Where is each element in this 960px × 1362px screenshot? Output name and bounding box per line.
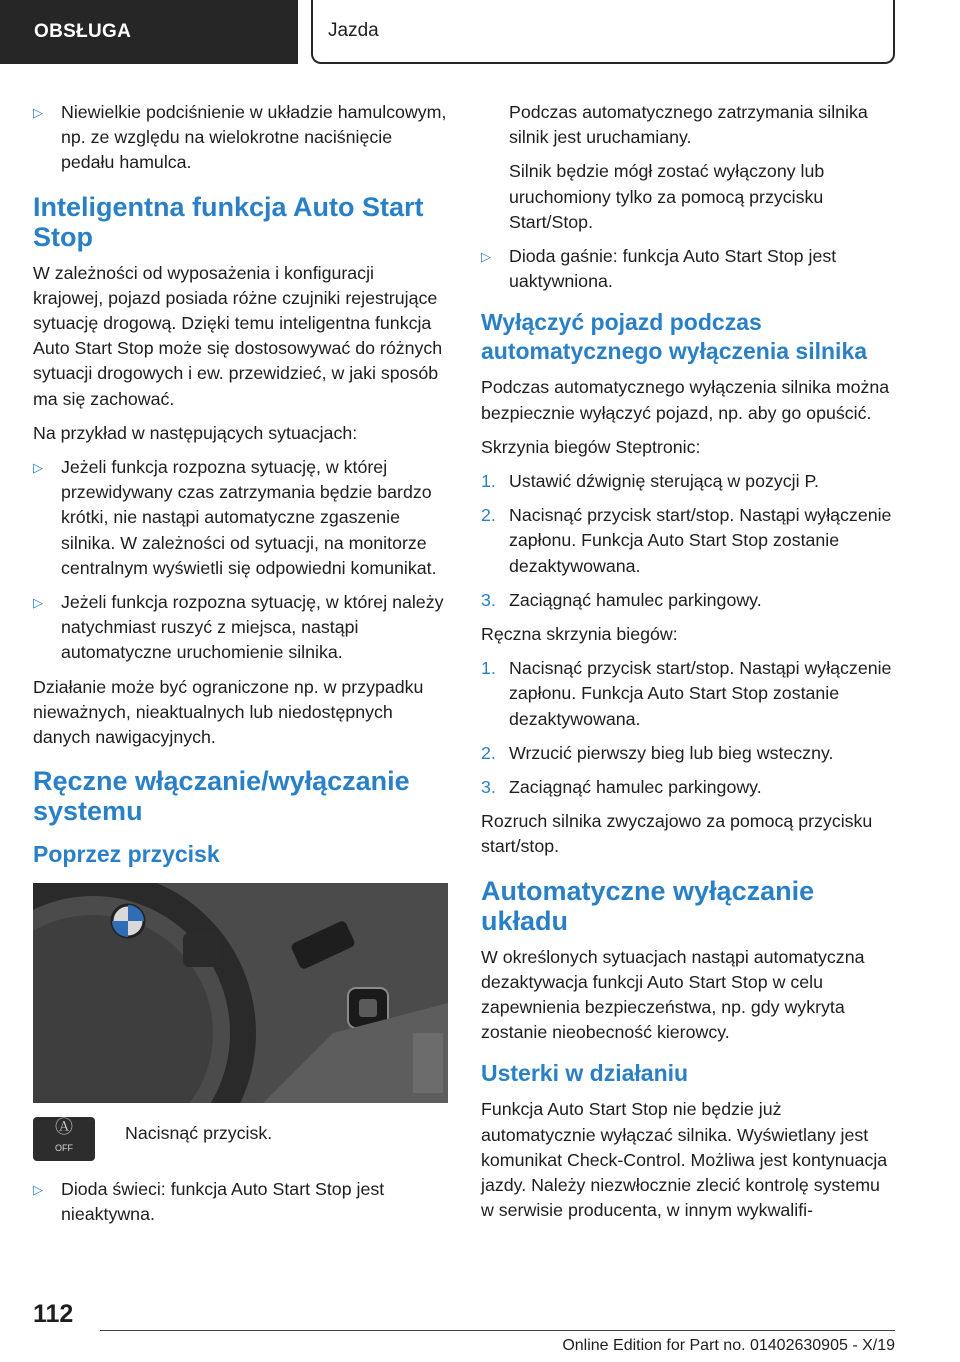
- button-icon-label: OFF: [55, 1142, 73, 1153]
- step-text: Zaciągnąć hamulec parkingowy.: [509, 777, 762, 798]
- subheading-via-button: Poprzez przycisk: [33, 841, 220, 868]
- paragraph: W zależności od wyposażenia i konfiguracji krajowej, pojazd posiada różne czujniki rejestrujące sytuację drogową. Dzięki temu inteligentna funkcja Auto Start Stop może się dostosowywać do różnych sytuacji drogowych i ew. przewidzieć, w jaki sposób ma się zachować.: [33, 262, 443, 409]
- right-column: [481, 100, 896, 1233]
- triangle-bullet-icon: ▷: [33, 1182, 43, 1198]
- bullet-text: Niewielkie podciśnienie w układzie hamulcowym, np. ze względu na wielokrotne naciśnięcie pedału hamulca.: [61, 102, 447, 173]
- step-text: Nacisnąć przycisk start/stop. Nastąpi wyłączenie zapłonu. Funkcja Auto Start Stop zostanie dezaktywowana.: [509, 505, 892, 576]
- triangle-bullet-icon: ▷: [33, 595, 43, 611]
- step-number: 1.: [481, 658, 496, 679]
- step-text: Nacisnąć przycisk start/stop. Nastąpi wyłączenie zapłonu. Funkcja Auto Start Stop zostanie dezaktywowana.: [509, 658, 892, 729]
- paragraph: Ręczna skrzynia biegów:: [481, 624, 678, 645]
- heading-automatic-deactivation: Automatyczne wyłączanie układu: [481, 875, 815, 936]
- bullet-text: Dioda świeci: funkcja Auto Start Stop jest nieaktywna.: [61, 1179, 385, 1225]
- triangle-bullet-icon: ▷: [33, 460, 43, 476]
- bullet-text: Dioda gaśnie: funkcja Auto Start Stop jest uaktywniona.: [509, 246, 837, 292]
- list-item: [481, 503, 896, 579]
- step-text: Zaciągnąć hamulec parkingowy.: [509, 589, 762, 610]
- step-number: 1.: [481, 471, 496, 492]
- step-text: Wrzucić pierwszy bieg lub bieg wsteczny.: [509, 742, 834, 763]
- list-item: [481, 775, 896, 800]
- list-item: [33, 100, 448, 176]
- paragraph: Podczas automatycznego wyłączenia silnika można bezpiecznie wyłączyć pojazd, np. aby go opuścić.: [481, 377, 890, 423]
- heading-smart-auto-start-stop: Inteligentna funkcja Auto Start Stop: [33, 191, 424, 252]
- triangle-bullet-icon: ▷: [33, 105, 43, 120]
- list-item: [33, 455, 448, 581]
- press-button-text: Nacisnąć przycisk.: [125, 1123, 273, 1144]
- step-number: 3.: [481, 589, 496, 610]
- auto-start-stop-off-button-icon: Ⓐ OFF: [33, 1117, 95, 1161]
- step-number: 3.: [481, 777, 496, 798]
- paragraph: Funkcja Auto Start Stop nie będzie już automatycznie wyłączać silnika. Wyświetlany jest komunikat Check-Control. Możliwa jest kontynuacja jazdy. Należy niezwłocznie zlecić kontrolę systemu w serwisie producenta, w innym wykwalifi-: [481, 1099, 888, 1221]
- list-item: [481, 244, 896, 294]
- list-item: [481, 469, 896, 494]
- step-number: 2.: [481, 505, 496, 526]
- left-column: [33, 100, 448, 1237]
- heading-malfunctions: Usterki w działaniu: [481, 1060, 689, 1087]
- list-item: [33, 590, 448, 666]
- bullet-text: Jeżeli funkcja rozpozna sytuację, w której przewidywany czas zatrzymania będzie bardzo krótki, nie nastąpi automatyczne zgaszenie silnika. W zależności od sytuacji, na monitorze centralnym wyświetli się odpowiedni komunikat.: [61, 457, 437, 578]
- steering-wheel-photo: [33, 883, 448, 1103]
- list-item: [33, 1177, 448, 1227]
- paragraph: Silnik będzie mógł zostać wyłączony lub uruchomiony tylko za pomocą przycisku Start/Stop.: [509, 161, 825, 232]
- button-instruction: [33, 1117, 448, 1161]
- chapter-title: Jazda: [328, 20, 379, 41]
- paragraph: Na przykład w następujących sytuacjach:: [33, 422, 358, 443]
- paragraph: Skrzynia biegów Steptronic:: [481, 436, 701, 457]
- paragraph: Podczas automatycznego zatrzymania silnika silnik jest uruchamiany.: [509, 102, 868, 148]
- triangle-bullet-icon: ▷: [481, 249, 491, 265]
- chapter-tab: [311, 0, 895, 64]
- heading-manual-toggle: Ręczne włączanie/wyłączanie systemu: [33, 766, 410, 827]
- list-item: [481, 741, 896, 766]
- paragraph: W określonych sytuacjach nastąpi automatyczna dezaktywacja funkcji Auto Start Stop w celu zapewnienia bezpieczeństwa, np. gdy wykryta zostanie nieobecność kierowcy.: [481, 946, 865, 1043]
- list-item: [481, 588, 896, 613]
- list-item: [481, 656, 896, 732]
- section-tab: [0, 0, 298, 64]
- paragraph: Działanie może być ograniczone np. w przypadku nieważnych, nieaktualnych lub niedostępnych danych nawigacyjnych.: [33, 676, 424, 748]
- edition-info: Online Edition for Part no. 01402630905 - X/19: [562, 1337, 895, 1354]
- step-number: 2.: [481, 742, 496, 763]
- step-text: Ustawić dźwignię sterującą w pozycji P.: [509, 471, 819, 492]
- page-number: 112: [33, 1300, 74, 1328]
- steering-wheel-illustration: [33, 883, 448, 1103]
- footer-divider: [100, 1330, 895, 1331]
- paragraph: Rozruch silnika zwyczajowo za pomocą przycisku start/stop.: [481, 811, 873, 857]
- bullet-text: Jeżeli funkcja rozpozna sytuację, w której należy natychmiast ruszyć z miejsca, nastąpi automatyczne uruchomienie silnika.: [61, 592, 444, 663]
- heading-switch-off-vehicle: Wyłączyć pojazd podczas automatycznego wyłączenia silnika: [481, 309, 868, 365]
- section-title: OBSŁUGA: [34, 21, 132, 42]
